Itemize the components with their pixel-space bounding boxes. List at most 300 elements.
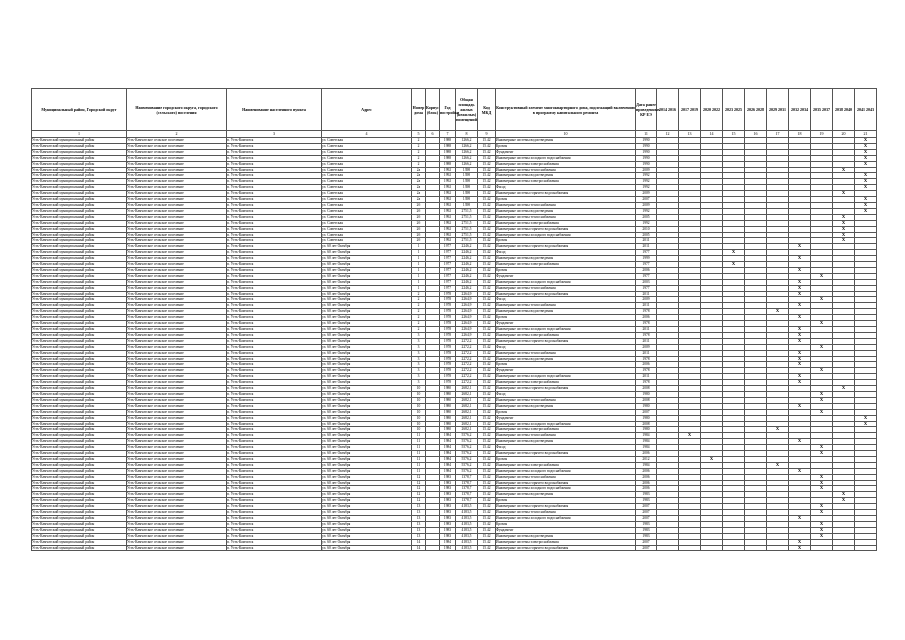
cell-house-no: 2б [412,214,426,220]
table-row [32,545,877,551]
cell-locality: п. Усть-Камчатск [227,504,322,510]
cell-last-repair: 1990 [636,161,657,167]
cell-locality: п. Усть-Камчатск [227,510,322,516]
cell-element: Инженерные системы теплоснабжения [496,474,636,480]
cell-element: Инженерные системы водоотведения [496,403,636,409]
cell-address: ул. 60 лет Октября [322,244,412,250]
cell-element: Инженерные системы электроснабжения [496,462,636,468]
cell-last-repair: 2008 [636,397,657,403]
cell-element: Кровля [496,238,636,244]
cell-year-built: 1983 [440,527,456,533]
cell-last-repair: 2011 [636,374,657,380]
cell-year-built: 1978 [440,309,456,315]
col-house-no: Номер дома [412,89,426,131]
cell-total-area: 4183,5 [456,527,478,533]
column-number: 10 [496,131,636,138]
cell-last-repair: 2011 [636,291,657,297]
cell-year-built: 1980 [440,397,456,403]
cell-municipal-district: Усть-Камчатский муниципальный район [32,167,127,173]
cell-last-repair: 1992 [636,208,657,214]
cell-address: ул. 60 лет Октября [322,474,412,480]
cell-settlement: Усть-Камчатское сельское поселение [127,521,227,527]
cell-settlement: Усть-Камчатское сельское поселение [127,197,227,203]
cell-class-mkd: 15.42 [478,149,496,155]
cell-class-mkd: 15.42 [478,321,496,327]
cell-address: ул. 60 лет Октября [322,439,412,445]
cell-locality: п. Усть-Камчатск [227,220,322,226]
cell-house-no: 1 [412,256,426,262]
cell-year-built: 1978 [440,291,456,297]
cell-address: ул. 60 лет Октября [322,279,412,285]
cell-municipal-district: Усть-Камчатский муниципальный район [32,262,127,268]
cell-year-built: 1984 [440,462,456,468]
cell-house-no: 2 [412,297,426,303]
cell-last-repair: 2010 [636,226,657,232]
cell-address: ул. 60 лет Октября [322,516,412,522]
cell-settlement: Усть-Камчатское сельское поселение [127,439,227,445]
cell-year-mark: X [789,244,811,250]
cell-address: ул. 60 лет Октября [322,492,412,498]
cell-total-area: 2751,5 [456,226,478,232]
cell-total-area: 2272,2 [456,380,478,386]
cell-settlement: Усть-Камчатское сельское поселение [127,362,227,368]
cell-locality: п. Усть-Камчатск [227,468,322,474]
cell-municipal-district: Усть-Камчатский муниципальный район [32,202,127,208]
cell-total-area: 2751,5 [456,214,478,220]
cell-settlement: Усть-Камчатское сельское поселение [127,498,227,504]
cell-year-mark: X [789,362,811,368]
cell-total-area: 2682,1 [456,386,478,392]
cell-locality: п. Усть-Камчатск [227,309,322,315]
cell-year-mark [745,545,767,551]
cell-house-no: 12 [412,474,426,480]
cell-year-built: 1980 [440,415,456,421]
cell-address: ул. 60 лет Октября [322,368,412,374]
cell-address: ул. Советская [322,143,412,149]
cell-element: Инженерные системы теплоснабжения [496,214,636,220]
cell-element: Инженерные системы теплоснабжения [496,285,636,291]
cell-municipal-district: Усть-Камчатский муниципальный район [32,368,127,374]
cell-house-no: 10 [412,391,426,397]
cell-house-no: 2а [412,185,426,191]
cell-house-no: 2б [412,238,426,244]
cell-element: Инженерные системы холодного водоснабжения [496,279,636,285]
cell-house-no: 12 [412,480,426,486]
cell-address: ул. 60 лет Октября [322,486,412,492]
cell-last-repair: 2011 [636,327,657,333]
cell-year-built: 1980 [440,391,456,397]
cell-year-mark [723,545,745,551]
cell-locality: п. Усть-Камчатск [227,356,322,362]
cell-element: Инженерные системы водоотведения [496,533,636,539]
cell-locality: п. Усть-Камчатск [227,397,322,403]
cell-house-no: 2б [412,232,426,238]
cell-total-area: 2264,9 [456,303,478,309]
cell-last-repair: 2003 [636,279,657,285]
cell-element: Фасад [496,391,636,397]
cell-locality: п. Усть-Камчатск [227,480,322,486]
cell-settlement: Усть-Камчатское сельское поселение [127,374,227,380]
cell-address: ул. 60 лет Октября [322,445,412,451]
cell-municipal-district: Усть-Камчатский муниципальный район [32,138,127,144]
cell-locality: п. Усть-Камчатск [227,409,322,415]
cell-year-mark: X [811,321,833,327]
cell-total-area: 1378,7 [456,492,478,498]
cell-last-repair: 1992 [636,220,657,226]
col-settlement: Наименование городского округа, городского (сельского) поселения [127,89,227,131]
cell-locality: п. Усть-Камчатск [227,327,322,333]
cell-total-area: 2272,2 [456,356,478,362]
cell-last-repair: 1990 [636,143,657,149]
column-number: 12 [657,131,679,138]
cell-address: ул. 60 лет Октября [322,427,412,433]
cell-locality: п. Усть-Камчатск [227,427,322,433]
cell-address: ул. 60 лет Октября [322,533,412,539]
cell-class-mkd: 15.42 [478,179,496,185]
cell-last-repair: 2006 [636,451,657,457]
cell-year-built: 1983 [440,480,456,486]
cell-last-repair: 2006 [636,362,657,368]
cell-year-built: 1992 [440,208,456,214]
cell-element: Инженерные системы горячего водоснабжения [496,480,636,486]
cell-last-repair: 1978 [636,321,657,327]
cell-class-mkd: 15.42 [478,202,496,208]
cell-locality: п. Усть-Камчатск [227,238,322,244]
cell-house-no: 3 [412,350,426,356]
cell-last-repair: 2011 [636,350,657,356]
cell-element: Фундамент [496,415,636,421]
cell-year-built: 1978 [440,374,456,380]
cell-locality: п. Усть-Камчатск [227,516,322,522]
cell-last-repair: 2011 [636,338,657,344]
cell-year-mark [701,545,723,551]
cell-year-mark: X [789,338,811,344]
cell-year-built: 1978 [440,332,456,338]
cell-address: ул. Советская [322,161,412,167]
col-year-7: 2035 2037 [811,89,833,131]
cell-year-mark: X [855,138,877,144]
cell-year-mark: X [811,451,833,457]
cell-settlement: Усть-Камчатское сельское поселение [127,533,227,539]
cell-address: ул. Советская [322,138,412,144]
cell-element: Инженерные системы электроснабжения [496,380,636,386]
cell-year-mark: X [789,285,811,291]
cell-element: Инженерные системы электроснабжения [496,539,636,545]
column-number: 18 [789,131,811,138]
cell-house-no: 3 [412,356,426,362]
cell-house-no: 2б [412,226,426,232]
cell-year-built: 1992 [440,238,456,244]
cell-class-mkd: 15.42 [478,468,496,474]
cell-municipal-district: Усть-Камчатский муниципальный район [32,291,127,297]
cell-element: Кровля [496,498,636,504]
cell-class-mkd: 15.42 [478,267,496,273]
cell-total-area: 2751,5 [456,220,478,226]
cell-class-mkd: 15.42 [478,143,496,149]
cell-year-built: 1984 [440,433,456,439]
cell-house-no: 13 [412,510,426,516]
cell-class-mkd: 15.42 [478,256,496,262]
cell-last-repair: 1983 [636,527,657,533]
cell-year-built: 1978 [440,327,456,333]
cell-locality: п. Усть-Камчатск [227,380,322,386]
cell-locality: п. Усть-Камчатск [227,303,322,309]
cell-year-mark: X [833,220,855,226]
cell-total-area: 2682,1 [456,421,478,427]
cell-locality: п. Усть-Камчатск [227,208,322,214]
cell-locality: п. Усть-Камчатск [227,143,322,149]
cell-total-area: 5576,2 [456,451,478,457]
cell-year-mark [657,545,679,551]
cell-locality: п. Усть-Камчатск [227,338,322,344]
cell-last-repair: 1978 [636,356,657,362]
cell-municipal-district: Усть-Камчатский муниципальный район [32,462,127,468]
cell-settlement: Усть-Камчатское сельское поселение [127,232,227,238]
cell-element: Фасад [496,250,636,256]
cell-settlement: Усть-Камчатское сельское поселение [127,391,227,397]
cell-element: Кровля [496,362,636,368]
cell-year-built: 1983 [440,516,456,522]
cell-settlement: Усть-Камчатское сельское поселение [127,539,227,545]
cell-settlement: Усть-Камчатское сельское поселение [127,155,227,161]
cell-class-mkd: 15.42 [478,262,496,268]
cell-settlement: Усть-Камчатское сельское поселение [127,149,227,155]
cell-class-mkd: 15.42 [478,232,496,238]
cell-element: Инженерные системы водоотведения [496,492,636,498]
cell-year-built: 1992 [440,214,456,220]
cell-year-mark: X [811,368,833,374]
cell-element: Инженерные системы водоотведения [496,173,636,179]
cell-address: ул. 60 лет Октября [322,262,412,268]
cell-address: ул. 60 лет Октября [322,386,412,392]
cell-year-mark: X [855,173,877,179]
cell-house-no: 13 [412,533,426,539]
cell-total-area: 1378,7 [456,486,478,492]
cell-municipal-district: Усть-Камчатский муниципальный район [32,327,127,333]
cell-last-repair: 2007 [636,516,657,522]
cell-class-mkd: 15.42 [478,191,496,197]
cell-locality: п. Усть-Камчатск [227,533,322,539]
column-number: 17 [767,131,789,138]
cell-year-mark [767,545,789,551]
cell-total-area: 1398 [456,179,478,185]
column-number: 21 [855,131,877,138]
column-number-row [32,131,877,138]
cell-element: Инженерные системы холодного водоснабжения [496,155,636,161]
cell-total-area: 2264,9 [456,291,478,297]
cell-year-built: 1984 [440,468,456,474]
cell-address: ул. 60 лет Октября [322,456,412,462]
cell-address: ул. 60 лет Октября [322,321,412,327]
cell-class-mkd: 15.42 [478,445,496,451]
cell-year-built: 1992 [440,197,456,203]
cell-class-mkd: 15.42 [478,238,496,244]
cell-municipal-district: Усть-Камчатский муниципальный район [32,391,127,397]
cell-total-area: 2246,2 [456,267,478,273]
cell-settlement: Усть-Камчатское сельское поселение [127,167,227,173]
cell-address: ул. 60 лет Октября [322,362,412,368]
cell-settlement: Усть-Камчатское сельское поселение [127,492,227,498]
cell-municipal-district: Усть-Камчатский муниципальный район [32,279,127,285]
cell-year-built: 1988 [440,143,456,149]
cell-house-no: 3 [412,368,426,374]
col-year-5: 2029 2031 [767,89,789,131]
cell-class-mkd: 15.42 [478,161,496,167]
cell-municipal-district: Усть-Камчатский муниципальный район [32,208,127,214]
cell-year-built: 1988 [440,161,456,167]
cell-total-area: 2682,1 [456,415,478,421]
cell-class-mkd: 15.42 [478,332,496,338]
cell-settlement: Усть-Камчатское сельское поселение [127,262,227,268]
cell-element: Инженерные системы горячего водоснабжения [496,226,636,232]
cell-address: ул. Советская [322,232,412,238]
cell-element: Инженерные системы водоотведения [496,256,636,262]
cell-address: ул. 60 лет Октября [322,451,412,457]
cell-total-area: 5576,2 [456,433,478,439]
cell-year-mark: X [811,533,833,539]
cell-total-area: 4183,5 [456,504,478,510]
cell-municipal-district: Усть-Камчатский муниципальный район [32,527,127,533]
cell-element: Инженерные системы водоотведения [496,356,636,362]
cell-house-no: 2б [412,208,426,214]
cell-class-mkd: 15.42 [478,480,496,486]
cell-year-built: 1983 [440,486,456,492]
cell-total-area: 2264,9 [456,315,478,321]
cell-year-built: 1983 [440,521,456,527]
cell-house-no: 2 [412,161,426,167]
column-number: 2 [127,131,227,138]
cell-house-no: 3 [412,362,426,368]
cell-settlement: Усть-Камчатское сельское поселение [127,516,227,522]
cell-municipal-district: Усть-Камчатский муниципальный район [32,492,127,498]
cell-settlement: Усть-Камчатское сельское поселение [127,350,227,356]
cell-year-mark: X [811,486,833,492]
cell-class-mkd: 15.42 [478,462,496,468]
cell-locality: п. Усть-Камчатск [227,285,322,291]
cell-total-area: 2682,1 [456,391,478,397]
cell-last-repair: 1992 [636,185,657,191]
cell-year-built: 1977 [440,256,456,262]
cell-class-mkd: 15.42 [478,362,496,368]
cell-last-repair: 2011 [636,238,657,244]
cell-total-area: 4183,5 [456,545,478,551]
cell-address: ул. 60 лет Октября [322,303,412,309]
cell-municipal-district: Усть-Камчатский муниципальный район [32,427,127,433]
cell-settlement: Усть-Камчатское сельское поселение [127,327,227,333]
cell-year-built: 1984 [440,445,456,451]
cell-address: ул. Советская [322,220,412,226]
cell-element: Кровля [496,456,636,462]
cell-settlement: Усть-Камчатское сельское поселение [127,143,227,149]
cell-year-built: 1977 [440,279,456,285]
cell-element: Инженерные системы водоотведения [496,208,636,214]
cell-total-area: 2264,9 [456,309,478,315]
cell-municipal-district: Усть-Камчатский муниципальный район [32,220,127,226]
cell-total-area: 2272,2 [456,368,478,374]
cell-settlement: Усть-Камчатское сельское поселение [127,468,227,474]
cell-house-no: 1 [412,244,426,250]
cell-locality: п. Усть-Камчатск [227,315,322,321]
cell-last-repair: 1978 [636,332,657,338]
cell-element: Инженерные системы холодного водоснабжения [496,516,636,522]
cell-year-mark: X [855,421,877,427]
cell-year-built: 1978 [440,297,456,303]
cell-locality: п. Усть-Камчатск [227,149,322,155]
cell-address: ул. 60 лет Октября [322,344,412,350]
cell-last-repair: 1999 [636,256,657,262]
cell-year-built: 1983 [440,504,456,510]
cell-year-mark: X [789,303,811,309]
cell-address: ул. 60 лет Октября [322,338,412,344]
cell-settlement: Усть-Камчатское сельское поселение [127,356,227,362]
cell-year-mark: X [811,273,833,279]
cell-house-no: 1 [412,279,426,285]
cell-year-mark: X [789,516,811,522]
cell-address: ул. 60 лет Октября [322,391,412,397]
cell-last-repair: 1980 [636,403,657,409]
cell-last-repair: 2006 [636,315,657,321]
cell-locality: п. Усть-Камчатск [227,155,322,161]
cell-locality: п. Усть-Камчатск [227,226,322,232]
cell-municipal-district: Усть-Камчатский муниципальный район [32,332,127,338]
cell-element: Фасад [496,445,636,451]
cell-class-mkd: 15.42 [478,421,496,427]
cell-element: Фундамент [496,321,636,327]
cell-element: Кровля [496,267,636,273]
cell-last-repair: 2011 [636,244,657,250]
cell-year-built: 1980 [440,409,456,415]
cell-year-mark [811,545,833,551]
cell-settlement: Усть-Камчатское сельское поселение [127,179,227,185]
cell-house-no: 2 [412,321,426,327]
cell-class-mkd: 15.42 [478,516,496,522]
cell-municipal-district: Усть-Камчатский муниципальный район [32,386,127,392]
cell-settlement: Усть-Камчатское сельское поселение [127,315,227,321]
column-number: 5 [412,131,426,138]
cell-house-no: 14 [412,545,426,551]
cell-class-mkd: 15.42 [478,409,496,415]
cell-class-mkd: 15.42 [478,303,496,309]
cell-municipal-district: Усть-Камчатский муниципальный район [32,498,127,504]
cell-total-area: 2751,5 [456,208,478,214]
cell-element: Кровля [496,143,636,149]
cell-settlement: Усть-Камчатское сельское поселение [127,161,227,167]
cell-last-repair: 1984 [636,433,657,439]
cell-house-no: 2 [412,309,426,315]
cell-year-built: 1978 [440,368,456,374]
cell-year-built: 1978 [440,350,456,356]
cell-house-no: 11 [412,456,426,462]
cell-locality: п. Усть-Камчатск [227,539,322,545]
cell-total-area: 4183,5 [456,516,478,522]
cell-house-no: 1 [412,262,426,268]
cell-element: Инженерные системы водоотведения [496,439,636,445]
cell-locality: п. Усть-Камчатск [227,527,322,533]
cell-year-mark: X [855,149,877,155]
cell-class-mkd: 15.42 [478,279,496,285]
cell-class-mkd: 15.42 [478,350,496,356]
cell-house-no: 2 [412,138,426,144]
cell-element: Инженерные системы электроснабжения [496,220,636,226]
cell-address: ул. Советская [322,238,412,244]
cell-address: ул. 60 лет Октября [322,273,412,279]
cell-total-area: 2264,9 [456,327,478,333]
cell-year-mark: X [833,232,855,238]
cell-year-mark: X [855,143,877,149]
cell-address: ул. Советская [322,208,412,214]
cell-class-mkd: 15.42 [478,138,496,144]
cell-locality: п. Усть-Камчатск [227,250,322,256]
